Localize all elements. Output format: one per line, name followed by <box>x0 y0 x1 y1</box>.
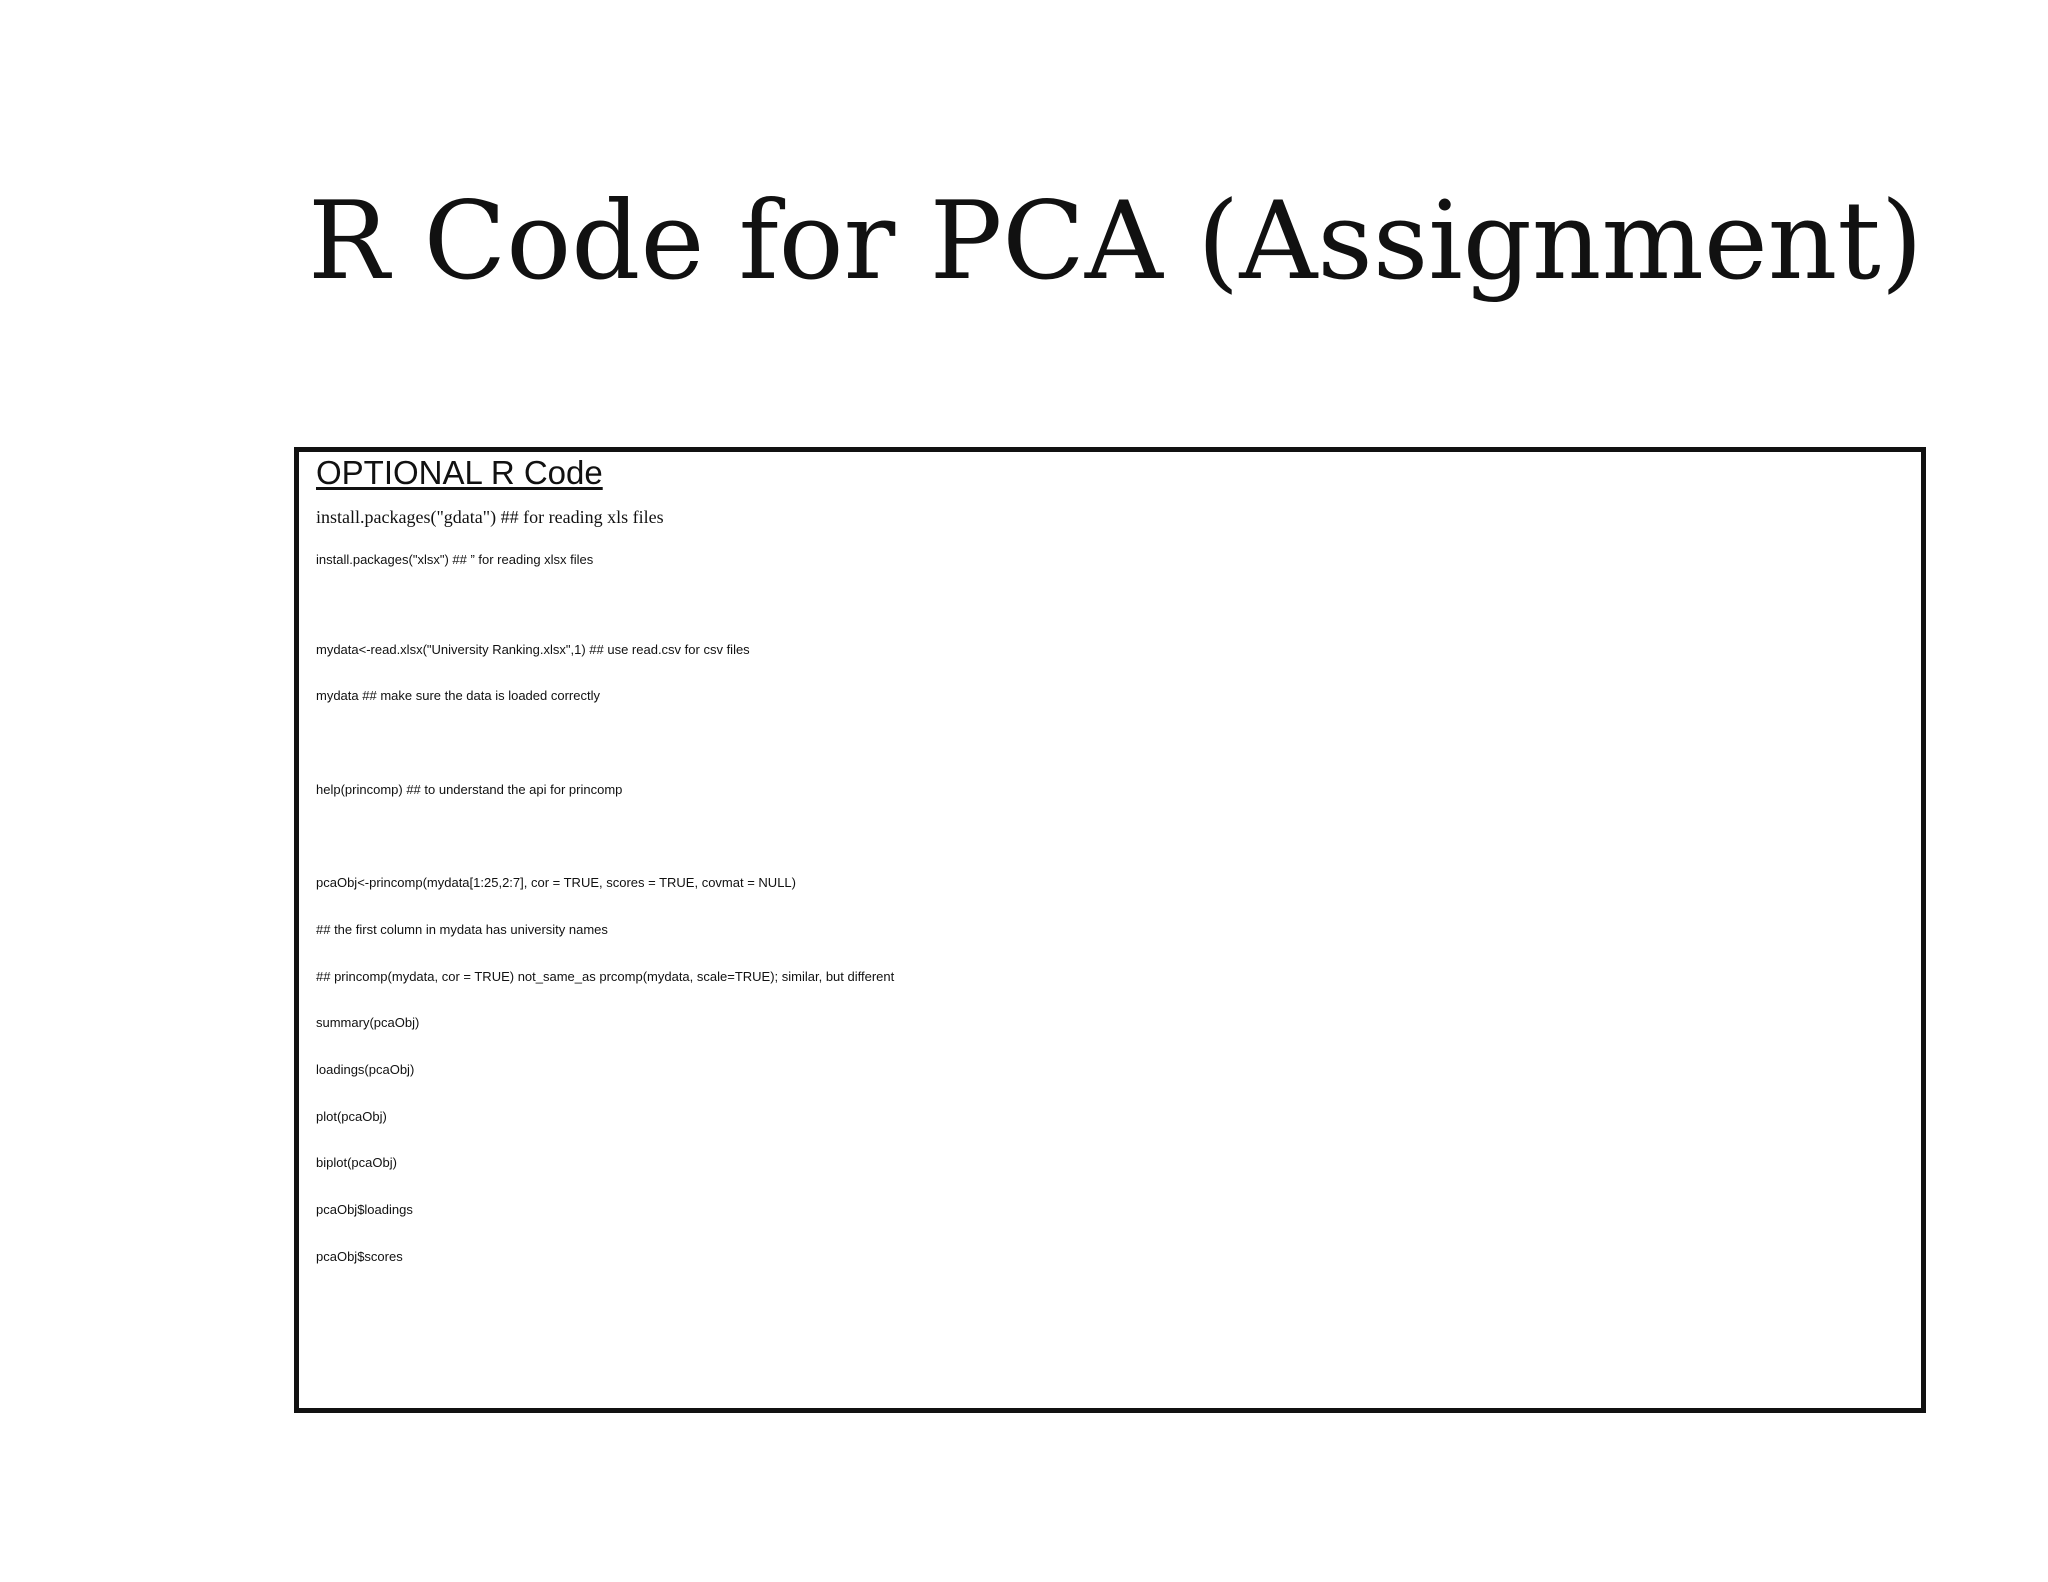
code-line-blank <box>316 580 1916 627</box>
code-line: mydata<-read.xlsx("University Ranking.xlsx",1) ## use read.csv for csv files <box>316 641 750 657</box>
code-box <box>316 452 1916 1280</box>
code-line: biplot(pcaObj) <box>316 1155 397 1171</box>
code-box-heading: OPTIONAL R Code <box>316 454 603 491</box>
code-line-blank <box>316 720 1916 767</box>
code-line: pcaObj$scores <box>316 1248 403 1264</box>
code-line: pcaObj<-princomp(mydata[1:25,2:7], cor = TRUE, scores = TRUE, covmat = NULL) <box>316 875 796 891</box>
slide-title: R Code for PCA (Assignment) <box>308 179 1923 304</box>
code-line: pcaObj$loadings <box>316 1201 413 1217</box>
code-line: loadings(pcaObj) <box>316 1061 415 1077</box>
code-line: install.packages("xlsx") ## ” for reading xlsx files <box>316 552 594 567</box>
code-line: summary(pcaObj) <box>316 1015 420 1031</box>
code-line: help(princomp) ## to understand the api for princomp <box>316 781 623 797</box>
code-line: ## princomp(mydata, cor = TRUE) not_same_as prcomp(mydata, scale=TRUE); similar, but different <box>316 968 895 984</box>
code-line: ## the first column in mydata has university names <box>316 921 608 937</box>
code-line: plot(pcaObj) <box>316 1108 387 1124</box>
code-line-blank <box>316 813 1916 860</box>
code-line: install.packages("gdata") ## for reading xls files <box>316 507 664 527</box>
code-line: mydata ## make sure the data is loaded correctly <box>316 688 600 704</box>
